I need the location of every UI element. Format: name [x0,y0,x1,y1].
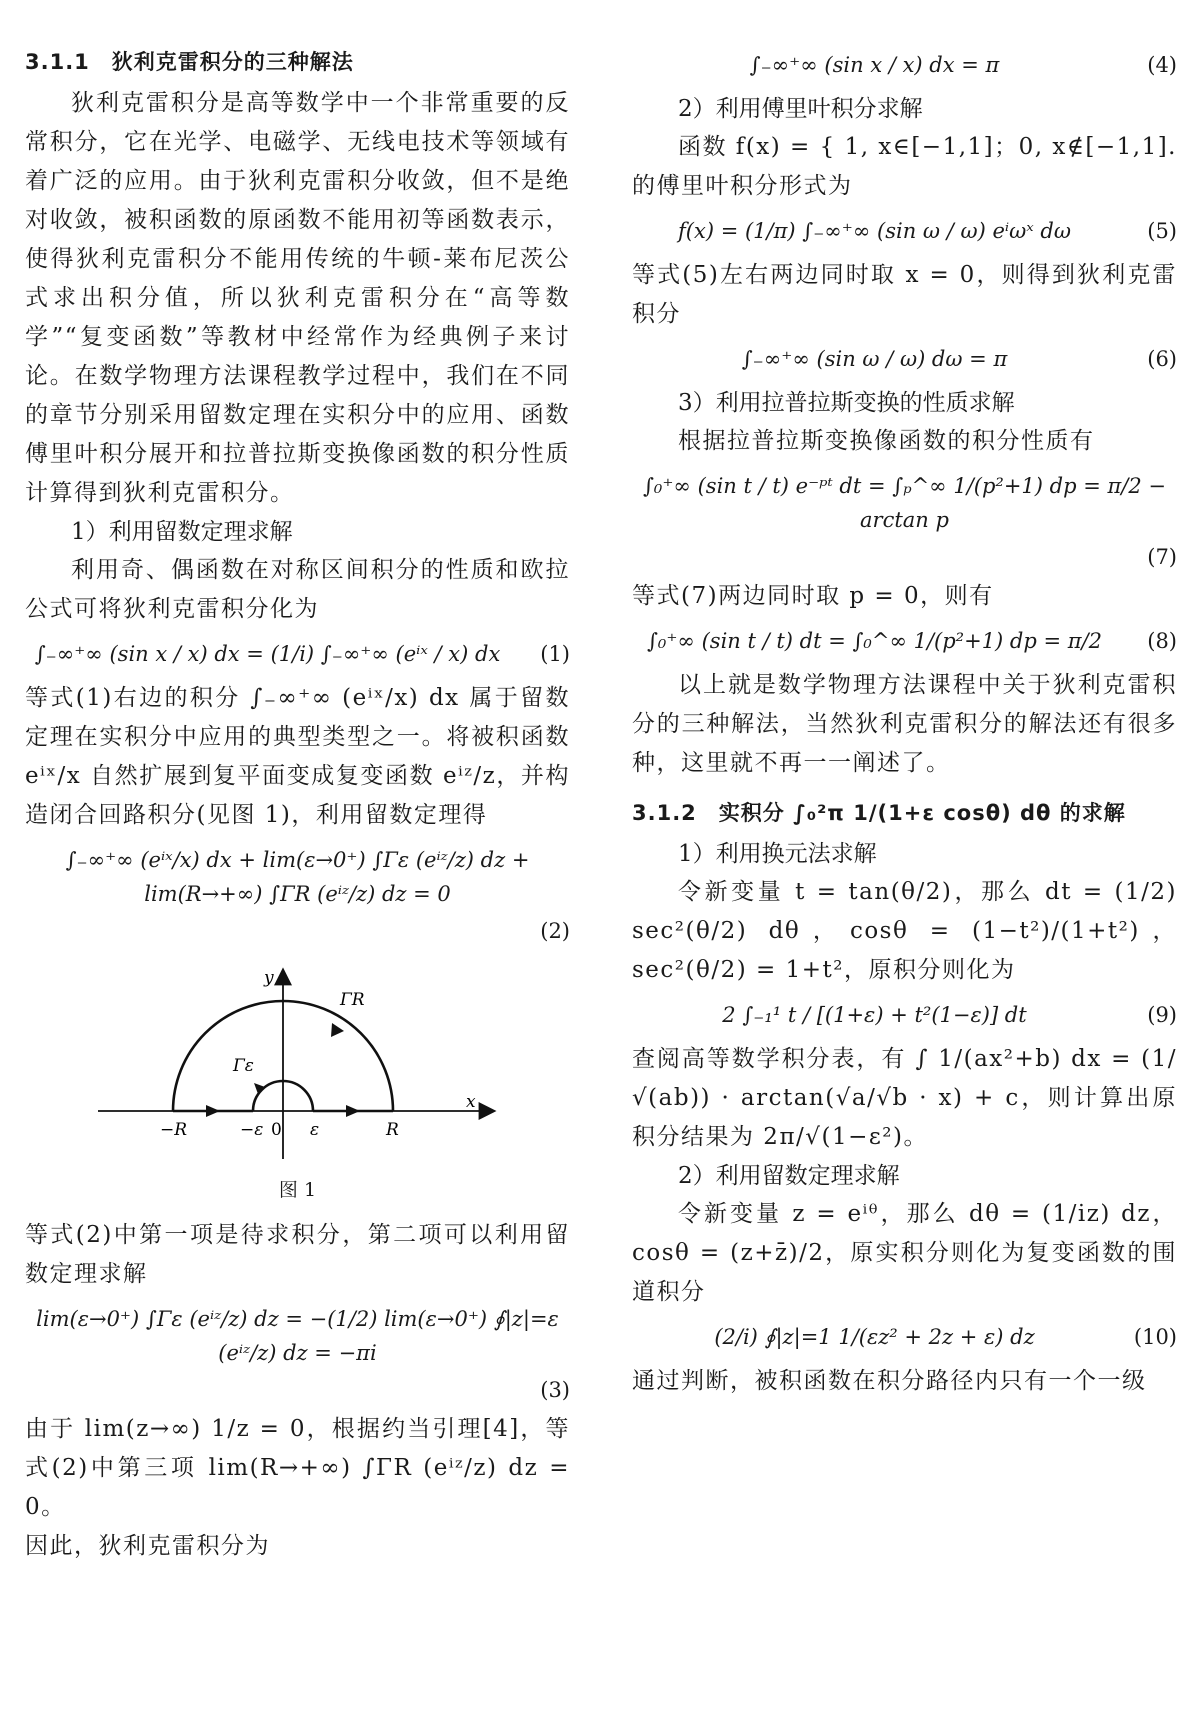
direction-arrow-big-arc [331,1023,344,1037]
direction-arrow-left [206,1105,220,1117]
paragraph-contour-substitution: 令新变量 z = eⁱᶿ，那么 dθ = (1/iz) dz，cosθ = (z+z̄)/2，原实积分则化为复变函数的围道积分 [632,1201,1177,1305]
equation-1-number: (1) [540,642,570,666]
tick-neg-e: −ε [239,1120,263,1140]
equation-9 [632,990,1177,1040]
paragraph-therefore: 因此，狄利克雷积分为 [25,1533,270,1559]
equation-8-body: ∫₀⁺∞ (sin t / t) dt = ∫₀^∞ 1/(p²+1) dp = π/2 [646,629,1102,653]
equation-4 [632,40,1177,90]
figure-1 [25,961,570,1202]
equation-5 [632,206,1177,256]
direction-arrow-small-arc [254,1083,265,1094]
contour-diagram [88,961,508,1161]
direction-arrow-right [346,1105,360,1117]
tick-zero: 0 [270,1120,282,1140]
right-column [632,40,1177,1401]
equation-5-body: f(x) = (1/π) ∫₋∞⁺∞ (sin ω / ω) eⁱωˣ dω [678,219,1071,243]
paragraph-jordan-lemma: 由于 lim(z→∞) 1/z = 0，根据约当引理[4]，等式(2)中第三项 lim(R→+∞) ∫ΓR (eⁱᶻ/z) dz = 0。 [25,1416,570,1520]
paragraph-substitution: 令新变量 t = tan(θ/2)，那么 dt = (1/2) sec²(θ/2) dθ，cosθ = (1−t²)/(1+t²)，sec²(θ/2) = 1+t²，原积分则化为 [632,879,1177,983]
equation-6 [632,334,1177,384]
equation-8 [632,616,1177,666]
equation-10-number: (10) [1133,1325,1177,1349]
equation-3-number: (3) [540,1378,570,1402]
equation-10 [632,1312,1177,1362]
section-heading-3-1-1: 3.1.1 狄利克雷积分的三种解法 [25,50,354,74]
equation-9-body: 2 ∫₋₁¹ t / [(1+ε) + t²(1−ε)] dt [722,1003,1027,1027]
paragraph-residue-type: 等式(1)右边的积分 ∫₋∞⁺∞ (eⁱˣ/x) dx 属于留数定理在实积分中应用的典型类型之一。将被积函数 eⁱˣ/x 自然扩展到复平面变成复变函数 eⁱᶻ/z，并构造闭合回路积分(见图 1)，利用留数定理得 [25,685,570,828]
equation-2 [25,835,570,919]
paragraph-integral-table: 查阅高等数学积分表，有 ∫ 1/(ax²+b) dx = (1/√(ab)) · arctan(√a/√b · x) + c，则计算出原积分结果为 2π/√(1−ε²)。 [632,1046,1177,1150]
paragraph-intro: 狄利克雷积分是高等数学中一个非常重要的反常积分，它在光学、电磁学、无线电技术等领域有着广泛的应用。由于狄利克雷积分收敛，但不是绝对收敛，被积函数的原函数不能用初等函数表示，使得狄利克雷积分不能用传统的牛顿-莱布尼茨公式求出积分值，所以狄利克雷积分在“高等数学”“复变函数”等教材中经常作为经典例子来讨论。在数学物理方法课程教学过程中，我们在不同的章节分别采用留数定理在实积分中的应用、函数傅里叶积分展开和拉普拉斯变换像函数的积分性质计算得到狄利克雷积分。 [25,90,570,506]
paragraph-fourier-function: 函数 f(x) = { 1, x∈[−1,1]；0, x∉[−1,1]. 的傅里叶积分形式为 [632,134,1177,199]
subheading-residue-method-2: 2）利用留数定理求解 [678,1163,900,1189]
y-axis-label: y [263,968,274,988]
paragraph-summary: 以上就是数学物理方法课程中关于狄利克雷积分的三种解法，当然狄利克雷积分的解法还有很多种，这里就不再一一阐述了。 [632,672,1177,776]
equation-8-number: (8) [1147,629,1177,653]
equation-1 [25,629,570,679]
equation-3 [25,1294,570,1378]
left-column [25,40,570,1566]
paragraph-laplace-property: 根据拉普拉斯变换像函数的积分性质有 [678,428,1095,454]
gamma-r-label: ΓR [339,990,365,1010]
figure-caption: 图 1 [278,1179,317,1201]
tick-e: ε [309,1120,319,1140]
tick-r: R [385,1120,399,1140]
gamma-e-label: Γε [232,1056,254,1076]
equation-10-body: (2/i) ∮|z|=1 1/(εz² + 2z + ε) dz [714,1325,1035,1349]
equation-9-number: (9) [1147,1003,1177,1027]
equation-2-number: (2) [540,919,570,943]
equation-7-number: (7) [1147,545,1177,569]
equation-4-number: (4) [1147,53,1177,77]
subheading-fourier-method: 2）利用傅里叶积分求解 [678,96,923,122]
paragraph-first-term: 等式(2)中第一项是待求积分，第二项可以利用留数定理求解 [25,1222,570,1287]
paragraph-set-p-zero: 等式(7)两边同时取 p = 0，则有 [632,583,994,609]
paragraph-set-x-zero: 等式(5)左右两边同时取 x = 0，则得到狄利克雷积分 [632,262,1177,327]
equation-3-body: lim(ε→0⁺) ∫Γε (eⁱᶻ/z) dz = −(1/2) lim(ε→0⁺) ∮|z|=ε (eⁱᶻ/z) dz = −πi [36,1307,559,1365]
equation-7 [632,461,1177,545]
equation-7-body: ∫₀⁺∞ (sin t / t) e⁻ᵖᵗ dt = ∫ₚ^∞ 1/(p²+1) dp = π/2 − arctan p [642,474,1167,532]
equation-6-number: (6) [1147,347,1177,371]
subheading-substitution-method: 1）利用换元法求解 [678,841,877,867]
x-axis-label: x [465,1092,476,1112]
subheading-residue-method: 1）利用留数定理求解 [71,519,293,545]
section-heading-3-1-2: 3.1.2 实积分 ∫₀²π 1/(1+ε cosθ) dθ 的求解 [632,801,1126,825]
subheading-laplace-method: 3）利用拉普拉斯变换的性质求解 [678,390,1015,416]
tick-neg-r: −R [159,1120,187,1140]
equation-2-body: ∫₋∞⁺∞ (eⁱˣ/x) dx + lim(ε→0⁺) ∫Γε (eⁱᶻ/z) dz + lim(R→+∞) ∫ΓR (eⁱᶻ/z) dz = 0 [65,848,530,906]
equation-1-body: ∫₋∞⁺∞ (sin x / x) dx = (1/i) ∫₋∞⁺∞ (eⁱˣ / x) dx [34,642,501,666]
equation-6-body: ∫₋∞⁺∞ (sin ω / ω) dω = π [741,347,1008,371]
equation-5-number: (5) [1147,219,1177,243]
equation-4-body: ∫₋∞⁺∞ (sin x / x) dx = π [749,53,1000,77]
paragraph-judgement: 通过判断，被积函数在积分路径内只有一个一级 [632,1368,1147,1394]
paragraph-odd-even: 利用奇、偶函数在对称区间积分的性质和欧拉公式可将狄利克雷积分化为 [25,557,570,622]
